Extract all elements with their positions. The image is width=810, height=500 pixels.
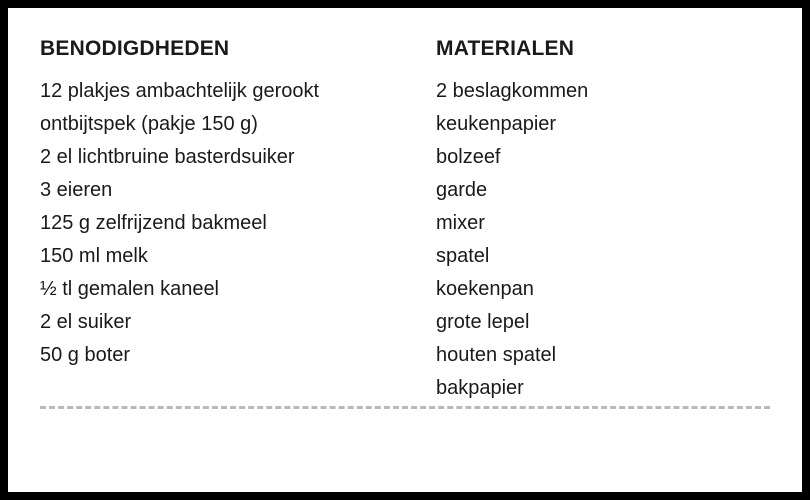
card-columns <box>8 8 802 492</box>
list-item: 150 ml melk <box>40 245 148 268</box>
list-item: ½ tl gemalen kaneel <box>40 278 220 301</box>
list-item: koekenpan <box>436 278 534 301</box>
materials-heading: MATERIALEN <box>436 37 575 60</box>
list-item: 2 el lichtbruine basterdsuiker <box>40 146 295 169</box>
list-item: bolzeef <box>436 146 501 169</box>
recipe-card <box>8 8 802 492</box>
list-item: garde <box>436 179 488 202</box>
dashed-divider <box>40 406 770 409</box>
materials-column <box>408 8 802 405</box>
list-item: ontbijtspek (pakje 150 g) <box>40 113 258 136</box>
ingredients-column <box>8 8 408 372</box>
list-item: 2 el suiker <box>40 311 132 334</box>
materials-list <box>436 75 802 405</box>
list-item: 12 plakjes ambachtelijk gerookt <box>40 80 320 103</box>
list-item: bakpapier <box>436 377 524 400</box>
list-item: 50 g boter <box>40 344 131 367</box>
list-item: houten spatel <box>436 344 557 367</box>
ingredients-list <box>40 75 408 372</box>
list-item: mixer <box>436 212 485 235</box>
list-item: keukenpapier <box>436 113 557 136</box>
list-item: 3 eieren <box>40 179 113 202</box>
list-item: 2 beslagkommen <box>436 80 589 103</box>
list-item: spatel <box>436 245 490 268</box>
ingredients-heading: BENODIGDHEDEN <box>40 37 230 60</box>
list-item: grote lepel <box>436 311 530 334</box>
list-item: 125 g zelfrijzend bakmeel <box>40 212 267 235</box>
